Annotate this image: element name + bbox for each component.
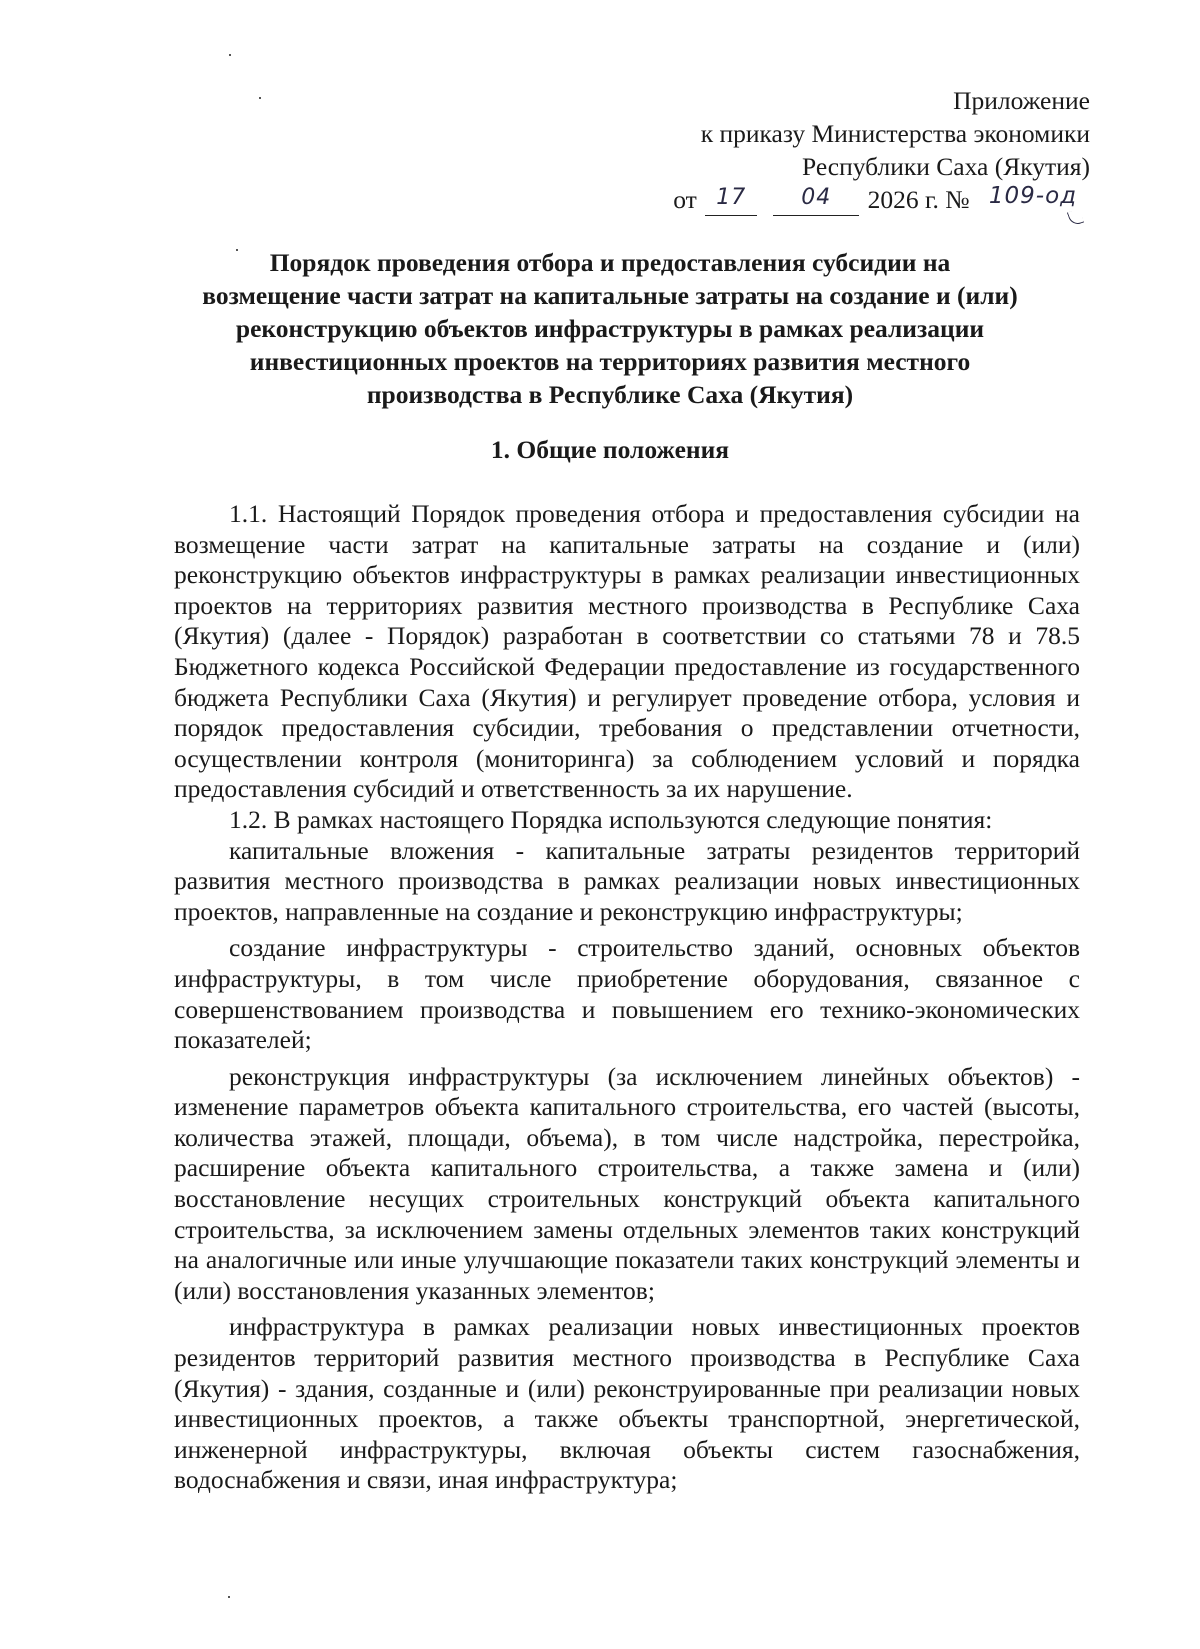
document-body [174, 499, 1080, 1496]
title-line: инвестиционных проектов на территориях развития местного [249, 347, 971, 376]
handwritten-order-number: 109-од [978, 187, 1088, 215]
title-line: возмещение части затрат на капитальные затраты на создание и (или) [202, 281, 1018, 310]
signature-hook-mark [1067, 208, 1084, 227]
handwritten-month: 04 [773, 187, 859, 216]
title-line: реконструкцию объектов инфраструктуры в рамках реализации [235, 314, 985, 343]
scan-speck [228, 1596, 230, 1598]
paragraph-1-2: 1.2. В рамках настоящего Порядка используются следующие понятия: [229, 804, 993, 834]
handwritten-day: 17 [705, 187, 757, 216]
scan-speck [259, 97, 261, 99]
date-prefix: от [673, 185, 697, 214]
scan-speck [229, 54, 231, 56]
paragraph-1-1: 1.1. Настоящий Порядок проведения отбора и предоставления субсидии на возмещение части затрат на капитальные затраты на создание и (или) реконструкцию объектов инфраструктуры в рамках реализации инвестиционных проектов на территориях развития местного производства в Республике Саха (Якутия) (далее - Порядок) разработан в соответствии со статьями 78 и 78.5 Бюджетного кодекса Российской Федерации предоставление из государственного бюджета Республики Саха (Якутия) и регулирует проведение отбора, условия и порядок предоставления субсидии, требования о представлении отчетности, осуществлении контроля (мониторинга) за соблюдением условий и порядка предоставления субсидий и ответственность за их нарушение. [174, 499, 1080, 804]
title-line: производства в Республике Саха (Якутия) [366, 380, 854, 409]
year-and-number-label: 2026 г. № [867, 185, 970, 214]
title-line: Порядок проведения отбора и предоставления субсидии на [269, 248, 951, 277]
appendix-label: Приложение [953, 86, 1090, 115]
definition-infrastructure: инфраструктура в рамках реализации новых инвестиционных проектов резидентов территорий развития местного производства в Республике Саха (Якутия) - здания, созданные и (или) реконструированные при реализации новых инвестиционных проектов, а также объекты транспортной, энергетической, инженерной инфраструктуры, включая объекты систем газоснабжения, водоснабжения и связи, иная инфраструктура; [174, 1312, 1080, 1495]
document-title [140, 246, 1080, 411]
order-date-line [673, 183, 1090, 216]
order-reference: к приказу Министерства экономики [700, 119, 1090, 148]
section-heading: 1. Общие положения [490, 435, 730, 464]
definition-infrastructure-creation: создание инфраструктуры - строительство зданий, основных объектов инфраструктуры, в том числе приобретение оборудования, связанное с совершенствованием производства и повышением его технико-экономических показателей; [174, 933, 1080, 1055]
definition-capital-investments: капитальные вложения - капитальные затраты резидентов территорий развития местного производства в рамках реализации новых инвестиционных проектов, направленные на создание и реконструкцию инфраструктуры; [174, 835, 1080, 926]
definition-infrastructure-reconstruction: реконструкция инфраструктуры (за исключением линейных объектов) - изменение параметров объекта капитального строительства, его частей (высоты, количества этажей, площади, объема), в том числе надстройка, перестройка, расширение объекта капитального строительства, а также замена и (или) восстановление несущих строительных конструкций объекта капитального строительства, за исключением замены отдельных элементов таких конструкций на аналогичные или иные улучшающие показатели таких конструкций элементы и (или) восстановления указанных элементов; [174, 1061, 1080, 1305]
appendix-header [673, 84, 1090, 216]
republic-name: Республики Саха (Якутия) [801, 152, 1090, 181]
